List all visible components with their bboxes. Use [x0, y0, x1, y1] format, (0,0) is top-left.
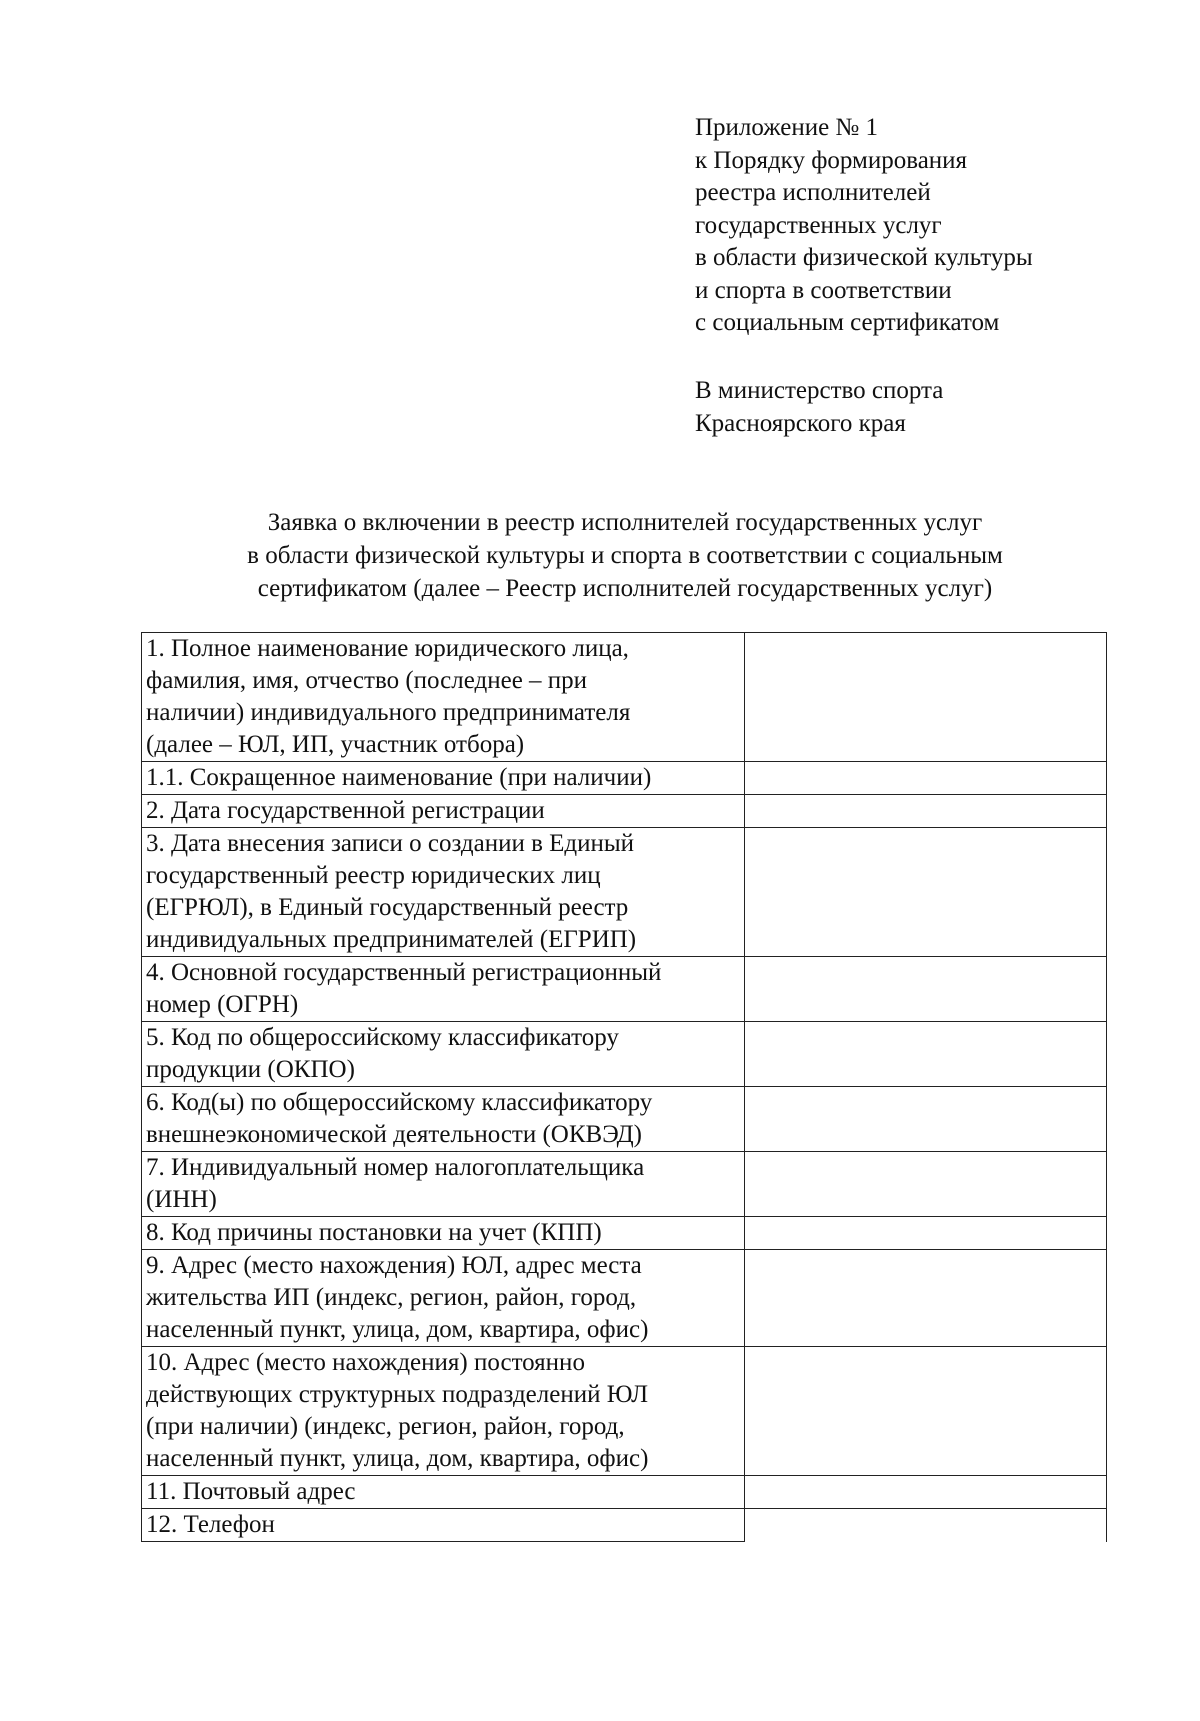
form-row-label [142, 1476, 745, 1509]
form-row-label-line: 1. Полное наименование юридического лица, [146, 635, 629, 662]
form-row-label-line: населенный пункт, улица, дом, квартира, офис) [146, 1316, 649, 1343]
form-row-label-line: (ЕГРЮЛ), в Единый государственный реестр [146, 894, 629, 921]
form-row-value-field[interactable] [745, 1087, 1107, 1152]
document-title [140, 506, 1110, 605]
form-row [142, 1087, 1107, 1152]
appendix-line: с социальным сертификатом [695, 309, 1000, 336]
form-row [142, 1217, 1107, 1250]
form-row-label [142, 1347, 745, 1476]
form-row-label-line: фамилия, имя, отчество (последнее – при [146, 667, 588, 694]
form-row-label-line: номер (ОГРН) [146, 991, 299, 1018]
addressee-block [695, 374, 1165, 440]
form-row-value-field[interactable] [745, 1152, 1107, 1217]
form-row-label-line: 9. Адрес (место нахождения) ЮЛ, адрес места [146, 1252, 642, 1279]
form-table-body [142, 633, 1107, 1542]
form-row-value-field[interactable] [745, 1022, 1107, 1087]
form-row-label [142, 957, 745, 1022]
form-row [142, 1509, 1107, 1542]
addressee-line: В министерство спорта [695, 377, 944, 404]
form-row-label-line: 2. Дата государственной регистрации [146, 797, 545, 824]
form-row-label-line: 7. Индивидуальный номер налогоплательщика [146, 1154, 645, 1181]
form-row-value-field[interactable] [745, 1347, 1107, 1476]
appendix-line: государственных услуг [695, 211, 942, 239]
form-row-label [142, 828, 745, 957]
form-row-value-field[interactable] [745, 957, 1107, 1022]
appendix-line: в области физической культуры [695, 244, 1033, 271]
form-row-label-line: 3. Дата внесения записи о создании в Единый [146, 830, 635, 857]
form-row-label-line: 11. Почтовый адрес [146, 1478, 356, 1505]
appendix-block [695, 112, 1165, 340]
form-row-value-field[interactable] [745, 762, 1107, 795]
form-row-value-field[interactable] [745, 1476, 1107, 1509]
form-row-label-line: индивидуальных предпринимателей (ЕГРИП) [146, 926, 637, 953]
form-row [142, 1250, 1107, 1347]
application-form-table [141, 632, 1107, 1542]
form-row-label [142, 1509, 745, 1542]
form-row-value-field[interactable] [745, 795, 1107, 828]
form-row-label [142, 795, 745, 828]
form-row-label-line: наличии) индивидуального предпринимателя [146, 699, 631, 726]
form-row-label-line: 6. Код(ы) по общероссийскому классификатору [146, 1089, 653, 1116]
form-row-label [142, 633, 745, 762]
form-row [142, 1347, 1107, 1476]
form-row-label-line: (при наличии) (индекс, регион, район, город, [146, 1413, 625, 1440]
form-row-label [142, 1087, 745, 1152]
title-line: сертификатом (далее – Реестр исполнителей государственных услуг) [257, 575, 993, 602]
form-row-label-line: внешнеэкономической деятельности (ОКВЭД) [146, 1121, 642, 1148]
appendix-line: и спорта в соответствии [695, 276, 952, 304]
form-row [142, 762, 1107, 795]
form-row-label-line: действующих структурных подразделений ЮЛ [146, 1381, 649, 1408]
form-row [142, 1476, 1107, 1509]
title-line: Заявка о включении в реестр исполнителей государственных услуг [267, 509, 983, 536]
form-row [142, 957, 1107, 1022]
appendix-line: реестра исполнителей [695, 179, 931, 206]
form-row-value-field[interactable] [745, 1250, 1107, 1347]
form-row-label [142, 1022, 745, 1087]
form-row [142, 1022, 1107, 1087]
form-row-label-line: 8. Код причины постановки на учет (КПП) [146, 1219, 602, 1246]
form-row [142, 1152, 1107, 1217]
form-row [142, 828, 1107, 957]
title-line: в области физической культуры и спорта в соответствии с социальным [247, 542, 1003, 569]
form-row-label [142, 1217, 745, 1250]
form-row-label-line: 12. Телефон [146, 1511, 275, 1538]
form-row-label-line: (ИНН) [146, 1186, 217, 1213]
form-row-value-field[interactable] [745, 1217, 1107, 1250]
form-row-label-line: 10. Адрес (место нахождения) постоянно [146, 1349, 585, 1376]
form-row-label [142, 1152, 745, 1217]
form-row-value-field[interactable] [745, 828, 1107, 957]
form-row-value-field[interactable] [745, 1509, 1107, 1542]
form-row-label-line: (далее – ЮЛ, ИП, участник отбора) [146, 731, 525, 758]
form-row-label-line: 4. Основной государственный регистрационный [146, 959, 662, 986]
form-row-label-line: населенный пункт, улица, дом, квартира, офис) [146, 1445, 649, 1472]
form-row-label-line: государственный реестр юридических лиц [146, 862, 601, 889]
appendix-line: к Порядку формирования [695, 146, 968, 174]
addressee-line: Красноярского края [695, 410, 906, 437]
form-row [142, 795, 1107, 828]
form-row [142, 633, 1107, 762]
form-row-value-field[interactable] [745, 633, 1107, 762]
form-row-label-line: 1.1. Сокращенное наименование (при наличии) [146, 764, 652, 791]
form-row-label [142, 762, 745, 795]
form-row-label-line: 5. Код по общероссийскому классификатору [146, 1024, 619, 1051]
form-row-label-line: продукции (ОКПО) [146, 1056, 355, 1083]
form-row-label [142, 1250, 745, 1347]
appendix-line: Приложение № 1 [695, 114, 879, 141]
form-row-label-line: жительства ИП (индекс, регион, район, город, [146, 1284, 637, 1311]
